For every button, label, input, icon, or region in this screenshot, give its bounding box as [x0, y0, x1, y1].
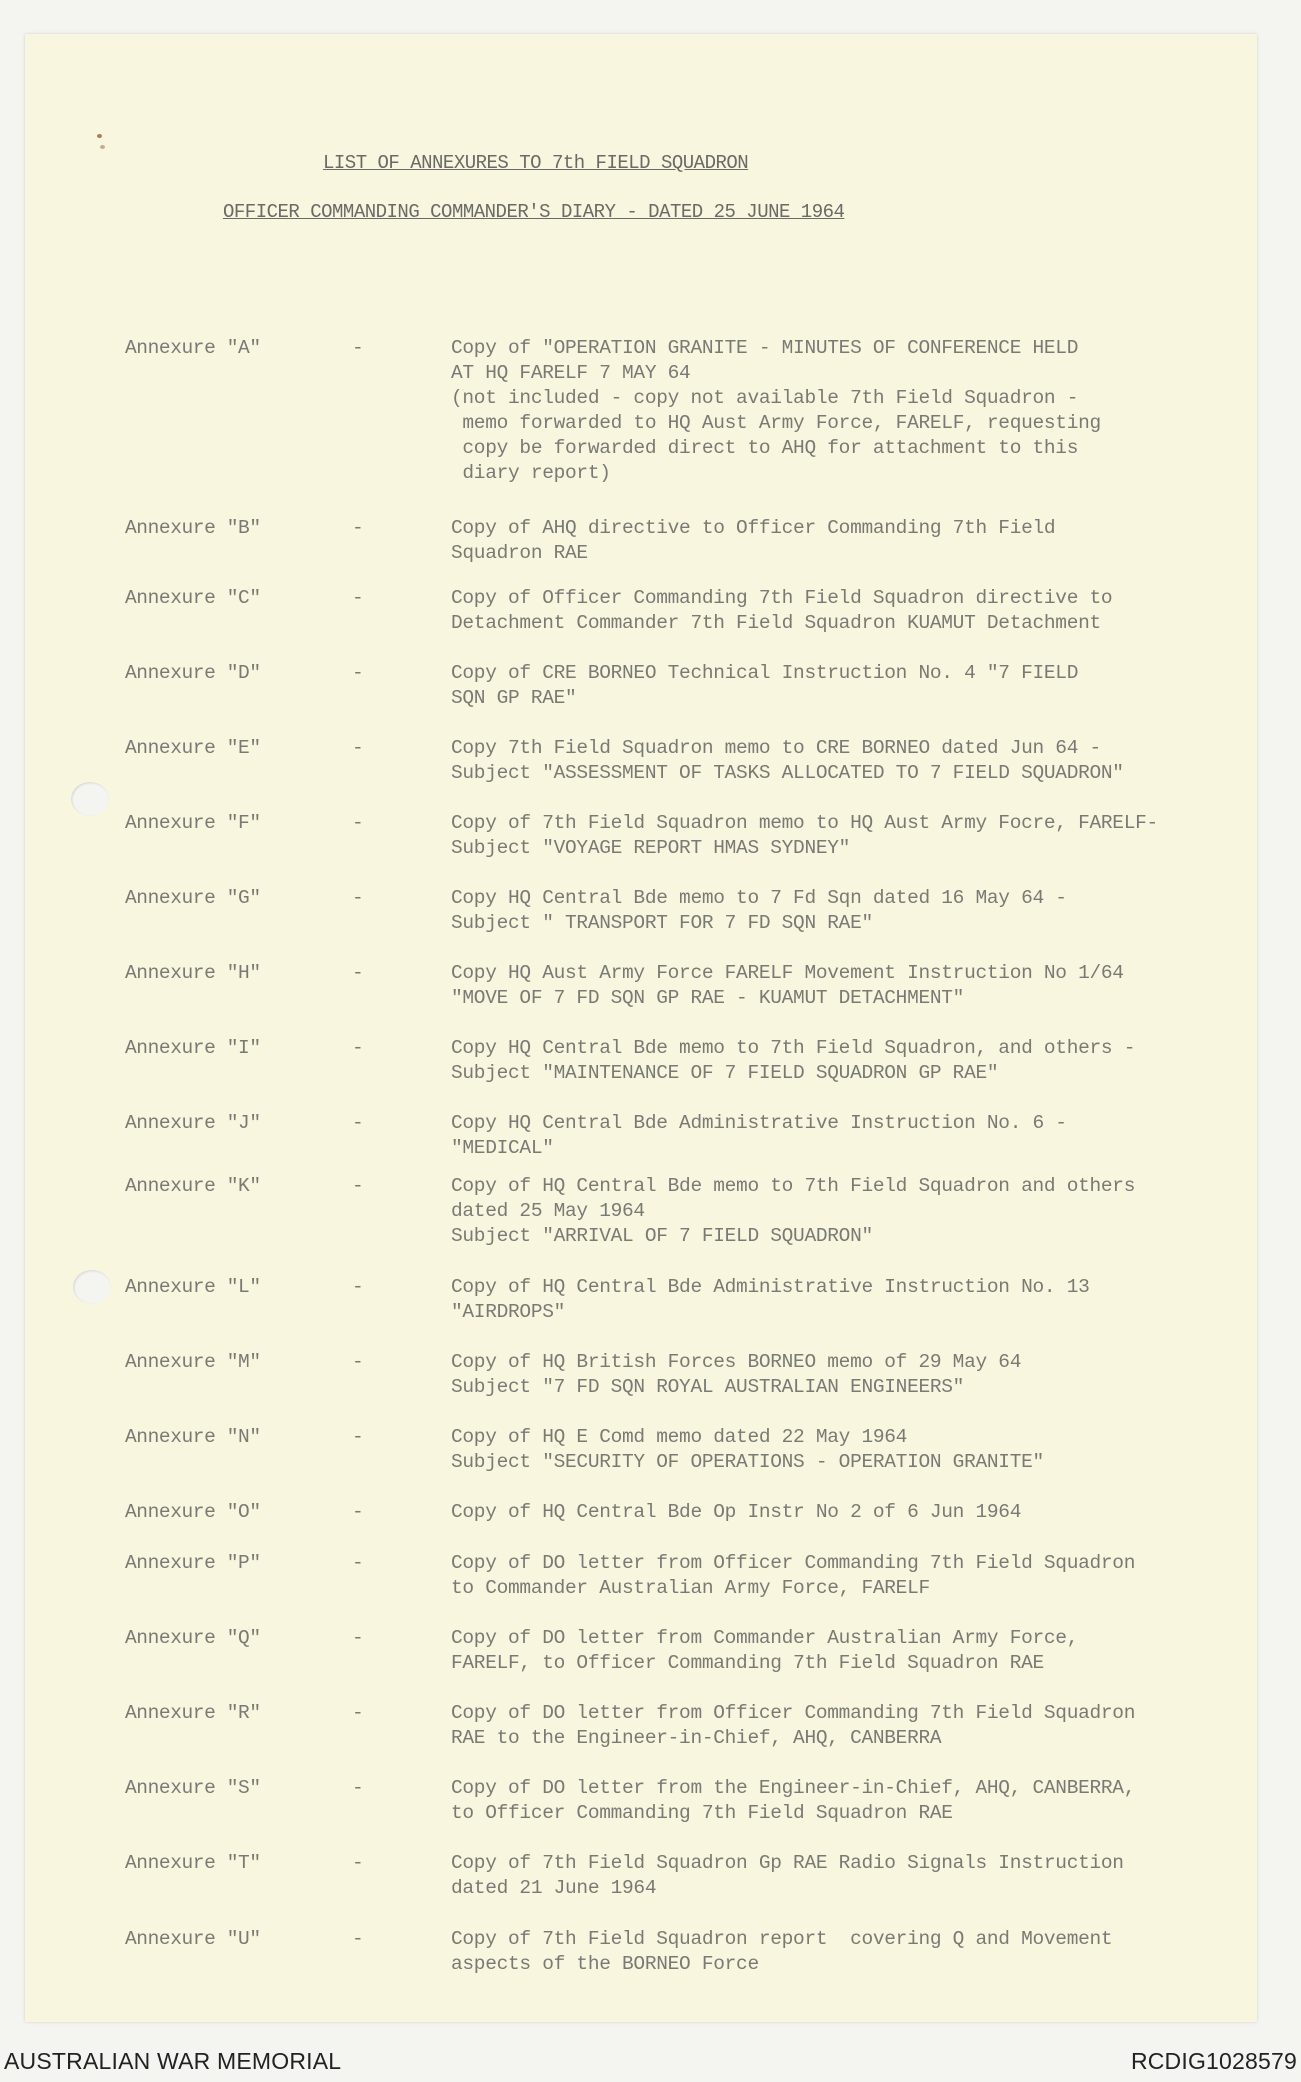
annexure-label: Annexure "H" — [125, 962, 261, 984]
annexure-label: Annexure "D" — [125, 662, 261, 684]
annexure-label: Annexure "L" — [125, 1276, 261, 1298]
paper-speck — [100, 145, 105, 149]
annexure-dash: - — [352, 337, 364, 359]
annexure-label: Annexure "N" — [125, 1426, 261, 1448]
annexure-description: Copy of HQ Central Bde Op Instr No 2 of 6 Jun 1964 — [451, 1501, 1022, 1523]
annexure-description: Copy of DO letter from Officer Commanding 7th Field Squadron RAE to the Engineer-in-Chief, AHQ, CANBERRA — [451, 1702, 1136, 1749]
annexure-label: Annexure "Q" — [125, 1627, 261, 1649]
annexure-label: Annexure "I" — [125, 1037, 261, 1059]
annexure-dash: - — [352, 1351, 364, 1373]
annexure-description: Copy of 7th Field Squadron Gp RAE Radio Signals Instruction dated 21 June 1964 — [451, 1852, 1124, 1899]
annexure-label: Annexure "R" — [125, 1702, 261, 1724]
annexure-label: Annexure "G" — [125, 887, 261, 909]
annexure-description: Copy of HQ Central Bde memo to 7th Field Squadron and others dated 25 May 1964 Subject "ARRIVAL OF 7 FIELD SQUADRON" — [451, 1175, 1136, 1247]
annexure-description: Copy HQ Central Bde memo to 7th Field Squadron, and others - Subject "MAINTENANCE OF 7 FIELD SQUADRON GP RAE" — [451, 1037, 1136, 1084]
footer-record-id: RCDIG1028579 — [1130, 2048, 1297, 2074]
annexure-label: Annexure "T" — [125, 1852, 261, 1874]
annexure-description: Copy HQ Central Bde Administrative Instruction No. 6 - "MEDICAL" — [451, 1112, 1067, 1159]
annexure-dash: - — [352, 1777, 364, 1799]
document-title-line-1: LIST OF ANNEXURES TO 7th FIELD SQUADRON — [323, 152, 749, 174]
annexure-dash: - — [352, 887, 364, 909]
annexure-dash: - — [352, 587, 364, 609]
annexure-dash: - — [352, 1627, 364, 1649]
annexure-dash: - — [352, 812, 364, 834]
annexure-dash: - — [352, 1928, 364, 1950]
annexure-description: Copy of "OPERATION GRANITE - MINUTES OF CONFERENCE HELD AT HQ FARELF 7 MAY 64 (not included - copy not available 7th Field Squadron - memo forwarded to HQ Aust Army Force, FARELF, requesting copy be forwarded direct to AHQ for attachment to this diary report) — [451, 337, 1101, 484]
annexure-description: Copy of 7th Field Squadron memo to HQ Aust Army Focre, FARELF- Subject "VOYAGE REPORT HMAS SYDNEY" — [451, 812, 1158, 859]
annexure-description: Copy HQ Aust Army Force FARELF Movement Instruction No 1/64 "MOVE OF 7 FD SQN GP RAE - KUAMUT DETACHMENT" — [451, 962, 1124, 1009]
annexure-label: Annexure "C" — [125, 587, 261, 609]
annexure-dash: - — [352, 737, 364, 759]
annexure-dash: - — [352, 1852, 364, 1874]
annexure-dash: - — [352, 1112, 364, 1134]
annexure-dash: - — [352, 1501, 364, 1523]
annexure-description: Copy of CRE BORNEO Technical Instruction No. 4 "7 FIELD SQN GP RAE" — [451, 662, 1079, 709]
annexure-description: Copy of HQ Central Bde Administrative Instruction No. 13 "AIRDROPS" — [451, 1276, 1090, 1323]
annexure-description: Copy of DO letter from the Engineer-in-Chief, AHQ, CANBERRA, to Officer Commanding 7th Field Squadron RAE — [451, 1777, 1136, 1824]
document-title-line-2: OFFICER COMMANDING COMMANDER'S DIARY - DATED 25 JUNE 1964 — [223, 201, 845, 223]
annexure-label: Annexure "J" — [125, 1112, 261, 1134]
annexure-label: Annexure "E" — [125, 737, 261, 759]
punch-hole — [73, 1270, 111, 1304]
annexure-dash: - — [352, 1426, 364, 1448]
annexure-label: Annexure "S" — [125, 1777, 261, 1799]
annexure-description: Copy of HQ E Comd memo dated 22 May 1964 Subject "SECURITY OF OPERATIONS - OPERATION GRANITE" — [451, 1426, 1044, 1473]
annexure-dash: - — [352, 1552, 364, 1574]
annexure-description: Copy of Officer Commanding 7th Field Squadron directive to Detachment Commander 7th Field Squadron KUAMUT Detachment — [451, 587, 1113, 634]
annexure-description: Copy of HQ British Forces BORNEO memo of 29 May 64 Subject "7 FD SQN ROYAL AUSTRALIAN ENGINEERS" — [451, 1351, 1022, 1398]
annexure-description: Copy of 7th Field Squadron report covering Q and Movement aspects of the BORNEO Force — [451, 1928, 1113, 1975]
paper-speck — [97, 134, 102, 138]
annexure-dash: - — [352, 517, 364, 539]
annexure-label: Annexure "U" — [125, 1928, 261, 1950]
annexure-label: Annexure "B" — [125, 517, 261, 539]
annexure-description: Copy of AHQ directive to Officer Commanding 7th Field Squadron RAE — [451, 517, 1056, 564]
footer-institution: AUSTRALIAN WAR MEMORIAL — [4, 2048, 342, 2074]
annexure-dash: - — [352, 1276, 364, 1298]
annexure-label: Annexure "O" — [125, 1501, 261, 1523]
annexure-dash: - — [352, 1175, 364, 1197]
annexure-label: Annexure "F" — [125, 812, 261, 834]
punch-hole — [71, 782, 109, 816]
annexure-description: Copy 7th Field Squadron memo to CRE BORNEO dated Jun 64 - Subject "ASSESSMENT OF TASKS ALLOCATED TO 7 FIELD SQUADRON" — [451, 737, 1124, 784]
annexure-description: Copy of DO letter from Commander Australian Army Force, FARELF, to Officer Commanding 7th Field Squadron RAE — [451, 1627, 1079, 1674]
annexure-description: Copy of DO letter from Officer Commanding 7th Field Squadron to Commander Australian Army Force, FARELF — [451, 1552, 1136, 1599]
annexure-dash: - — [352, 1037, 364, 1059]
annexure-dash: - — [352, 962, 364, 984]
annexure-label: Annexure "M" — [125, 1351, 261, 1373]
annexure-dash: - — [352, 1702, 364, 1724]
annexure-label: Annexure "K" — [125, 1175, 261, 1197]
annexure-label: Annexure "P" — [125, 1552, 261, 1574]
annexure-description: Copy HQ Central Bde memo to 7 Fd Sqn dated 16 May 64 - Subject " TRANSPORT FOR 7 FD SQN RAE" — [451, 887, 1067, 934]
annexure-label: Annexure "A" — [125, 337, 261, 359]
annexure-dash: - — [352, 662, 364, 684]
